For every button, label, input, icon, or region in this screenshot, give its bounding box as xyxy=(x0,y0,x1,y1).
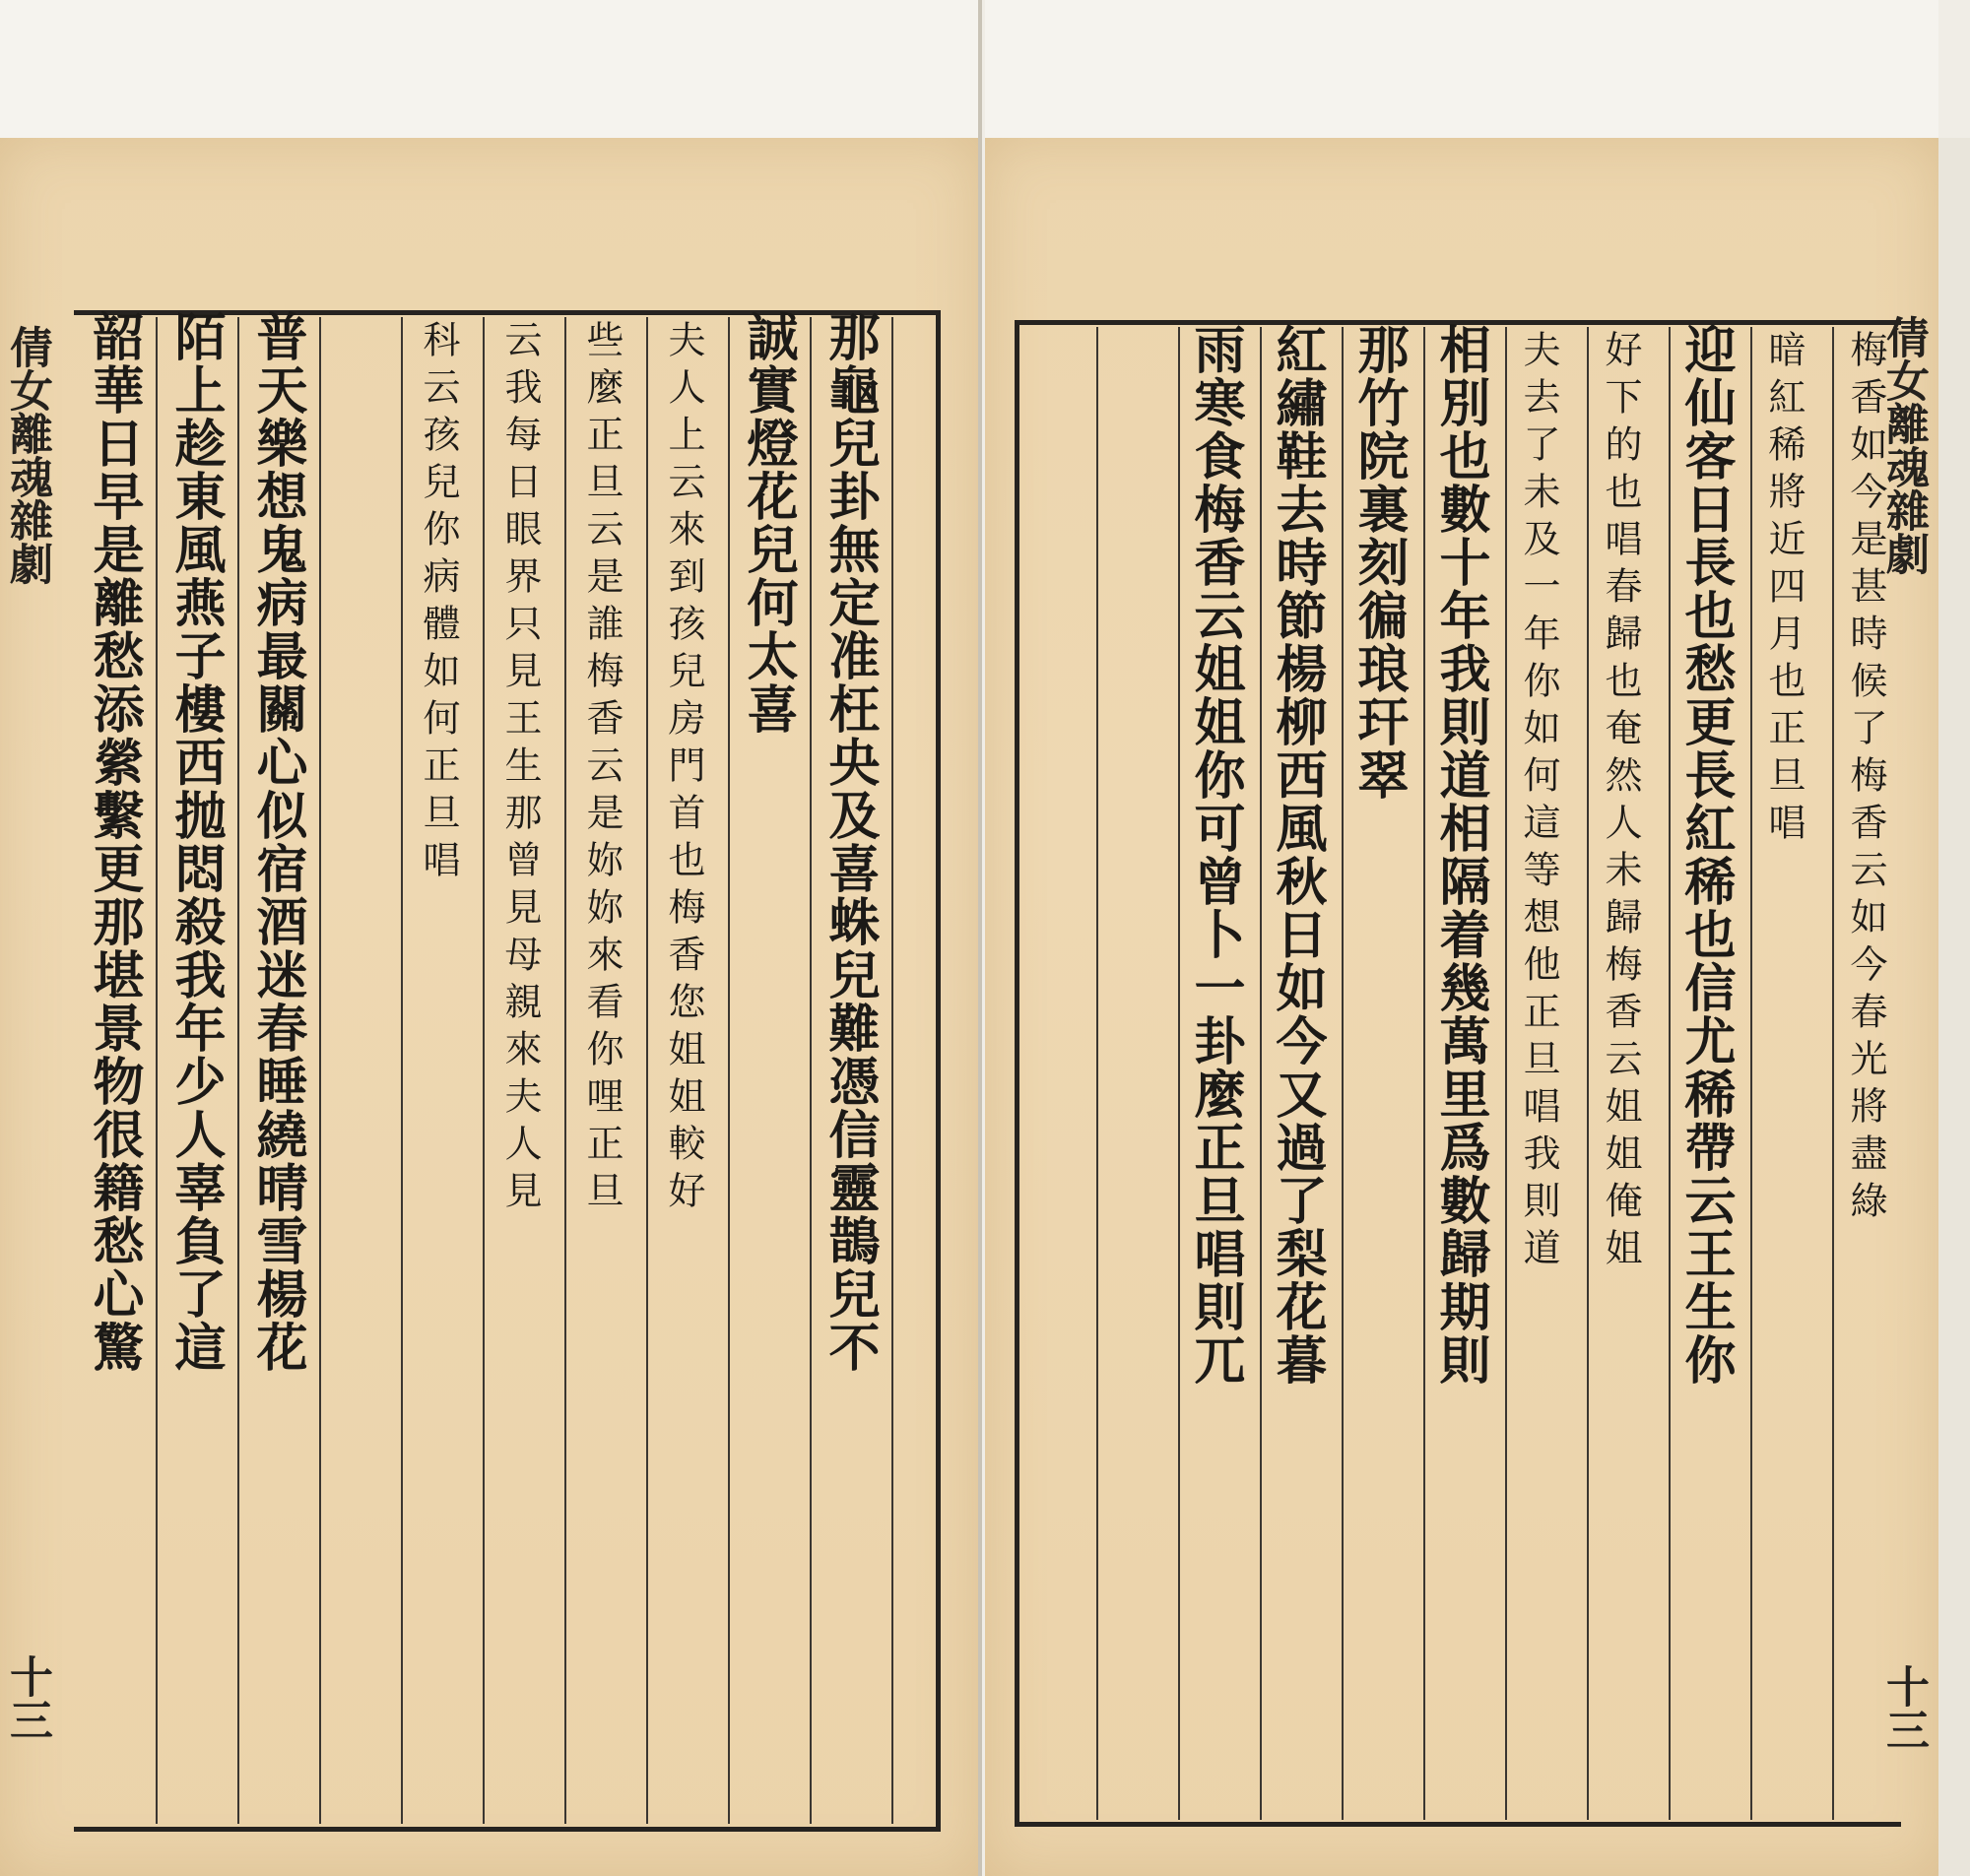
right-rule xyxy=(1832,327,1834,1820)
page-edges xyxy=(1938,138,1970,1876)
right-margin-folio: 十三 xyxy=(1878,1664,1929,1751)
right-rule xyxy=(1096,327,1098,1820)
left-column-7: 普天樂想鬼病最關心似宿酒迷春睡繞晴雪楊花 xyxy=(247,310,307,1374)
right-column-4: 好下的也唱春歸也奄然人未歸梅香云姐姐俺姐 xyxy=(1599,330,1642,1275)
left-rule xyxy=(564,317,566,1824)
left-page xyxy=(0,138,978,1876)
right-column-6: 相別也數十年我則道相隔着幾萬里爲數歸期則 xyxy=(1430,323,1490,1387)
left-margin-title: 倩女離魂雜劇 xyxy=(2,325,52,585)
top-flyleaf-right xyxy=(985,0,1938,138)
right-rule xyxy=(1505,327,1507,1820)
left-rule xyxy=(810,317,812,1824)
left-rule xyxy=(728,317,730,1824)
left-column-2: 誠實燈花兒何太喜 xyxy=(738,310,798,736)
left-column-8: 陌上趁東風燕子樓西抛悶殺我年少人辜負了這 xyxy=(165,310,226,1374)
right-rule xyxy=(1587,327,1589,1820)
right-column-3: 迎仙客日長也愁更長紅稀也信尤稀帶云王生你 xyxy=(1675,323,1736,1387)
left-column-9: 韶華日早是離愁添縈繫更那堪景物很籍愁心驚 xyxy=(84,310,144,1374)
right-rule xyxy=(1178,327,1180,1820)
right-rule xyxy=(1260,327,1262,1820)
gutter xyxy=(978,0,982,1876)
left-column-1: 那龜兒卦無定准枉央及喜蛛兒難憑信靈鵲兒不 xyxy=(820,310,880,1374)
left-rule xyxy=(646,317,648,1824)
left-rule xyxy=(156,317,158,1824)
right-column-9: 雨寒食梅香云姐姐你可曾卜一卦麼正旦唱則兀 xyxy=(1185,323,1245,1387)
right-page xyxy=(985,138,1938,1876)
right-margin-title: 倩女離魂雜劇 xyxy=(1878,315,1929,575)
left-rule xyxy=(401,317,403,1824)
right-column-8: 紅繡鞋去時節楊柳西風秋日如今又過了梨花暮 xyxy=(1267,323,1327,1387)
right-column-5: 夫去了未及一年你如何這等想他正旦唱我則道 xyxy=(1517,330,1560,1275)
right-rule xyxy=(1423,327,1425,1820)
left-rule xyxy=(891,317,893,1824)
right-column-7: 那竹院裏刻徧琅玕翠 xyxy=(1348,323,1409,802)
left-column-5: 云我每日眼界只見王生那曾見母親來夫人見 xyxy=(498,320,542,1218)
right-rule xyxy=(1669,327,1671,1820)
left-rule xyxy=(319,317,321,1824)
left-column-3: 夫人上云來到孩兒房門首也梅香您姐姐較好 xyxy=(662,320,705,1218)
left-rule xyxy=(483,317,485,1824)
left-column-4: 些麼正旦云是誰梅香云是妳妳來看你哩正旦 xyxy=(580,320,624,1218)
top-flyleaf-left xyxy=(0,0,978,138)
left-margin-folio: 十三 xyxy=(2,1654,52,1741)
right-rule xyxy=(1750,327,1752,1820)
left-rule xyxy=(237,317,239,1824)
right-column-2: 暗紅稀將近四月也正旦唱 xyxy=(1762,330,1806,850)
right-rule xyxy=(1342,327,1344,1820)
left-column-6: 科云孩兒你病體如何正旦唱 xyxy=(417,320,460,887)
right-column-1: 梅香如今是甚時候了梅香云如今春光將盡綠 xyxy=(1844,330,1887,1228)
